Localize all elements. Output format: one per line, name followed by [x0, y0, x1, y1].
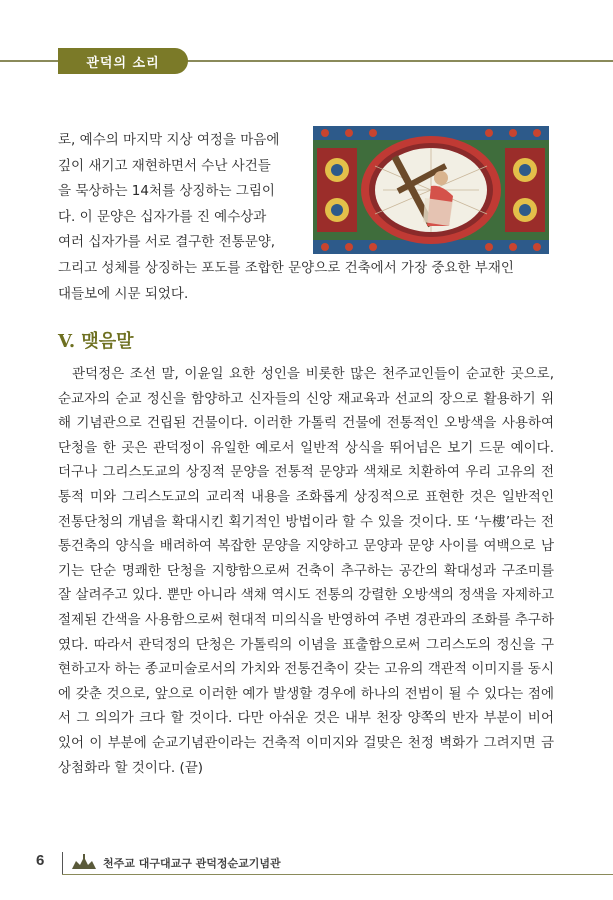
text-line: 여러 십자가를 서로 결구한 전통문양,	[58, 234, 276, 250]
section-tab: 관덕의 소리	[58, 48, 188, 74]
footer-rule	[62, 874, 613, 875]
dancheong-figure-image	[313, 126, 549, 254]
text-line: 로, 예수의 마지막 지상 여정을 마음에	[58, 132, 280, 148]
publication-title: 천주교 대구대교구 관덕정순교기념관	[103, 857, 281, 870]
text-line: 을 묵상하는 14처를 상징하는 그림이	[58, 183, 275, 199]
conclusion-paragraph: 관덕정은 조선 말, 이윤일 요한 성인을 비롯한 많은 천주교인들이 순교한 곳으로, 순교자의 순교 정신을 함양하고 신자들의 신앙 재교육과 선교의 장으로 활용하기 위해 기념관으로 건립된 건물이다. 이러한 가톨릭 건물에 전통적인 오방색을 사용하여 단청을 한 곳은 관덕정이 유일한 예로서 일반적 상식을 뛰어넘은 보기 드문 예이다. 더구나 그리스도교의 상징적 문양을 전통적 문양과 색채로 치환하여 우리 고유의 전통적 미와 그리스도교의 교리적 내용을 조화롭게 상징적으로 표현한 것은 일반적인 전통단청의 개념을 확대시킨 획기적인 방법이라 할 수 있을 것이다. 또 ‘누樓’라는 전통건축의 양식을 배려하여 복잡한 문양을 지양하고 문양과 문양 사이를 여백으로 남기는 단순 명쾌한 단청을 지향함으로써 건축이 추구하는 공간의 확대성과 구조미를 잘 살려주고 있다. 뿐만 아니라 색채 역시도 전통의 강렬한 오방색의 정색을 자제하고 절제된 간색을 사용함으로써 현대적 미의식을 반영하여 주변 경관과의 조화를 추구하였다. 따라서 관덕정의 단청은 가톨릭의 이념을 표출함으로써 그리스도의 정신을 구현하고자 하는 종교미술로서의 가치와 전통건축이 갖는 고유의 객관적 이미지를 동시에 갖춘 것으로, 앞으로 이러한 예가 발생할 경우에 하나의 전범이 될 수 있다는 점에서 그 의의가 크다 할 것이다. 다만 아쉬운 것은 내부 천장 양쪽의 반자 부분이 비어 있어 이 부분에 순교기념관이라는 건축적 이미지와 걸맞은 천정 벽화가 그려지면 금상첨화라 할 것이다. (끝)	[58, 366, 554, 776]
top-paragraph	[58, 128, 308, 256]
church-logo-icon	[70, 853, 98, 871]
text-line: 다. 이 문양은 십자가를 진 예수상과	[58, 208, 267, 225]
page-number: 6	[36, 852, 45, 869]
text-line: 대들보에 시문 되었다.	[58, 285, 189, 302]
section-heading: V. 맺음말	[58, 331, 134, 352]
footer-divider	[62, 852, 63, 874]
top-paragraph-continuation	[58, 256, 554, 307]
text-line: 그리고 성체를 상징하는 포도를 조합한 문양으로 건축에서 가장 중요한 부재인	[58, 260, 514, 276]
text-line: 깊이 새기고 재현하면서 수난 사건들	[58, 157, 271, 174]
